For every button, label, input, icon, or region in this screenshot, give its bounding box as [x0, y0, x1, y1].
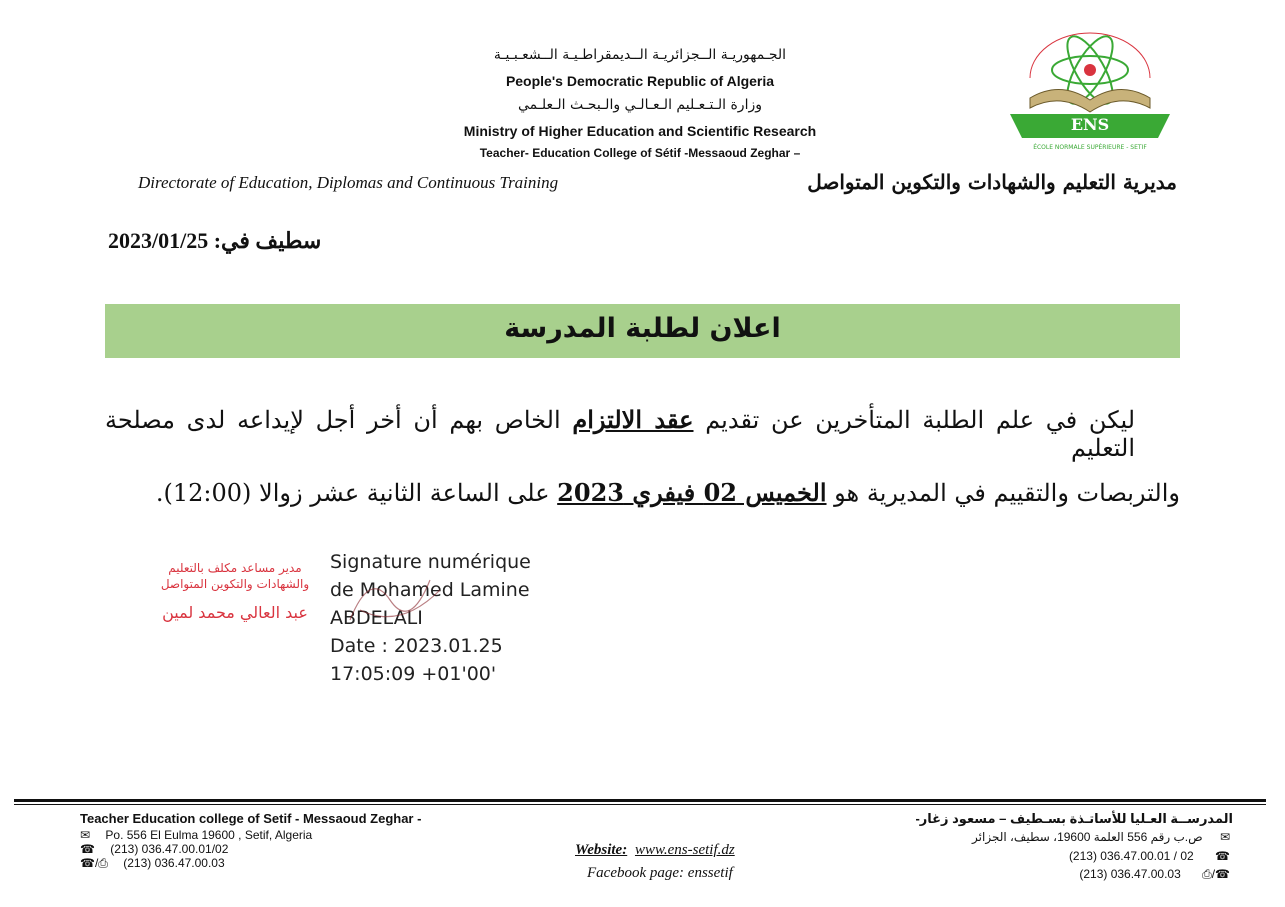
footer-right-fax-row: [1079, 867, 1230, 882]
fax-icon: ☎/⎙: [80, 856, 108, 870]
footer-left-address: Po. 556 El Eulma 19600 , Setif, Algeria: [105, 828, 313, 842]
footer-right-fax: (213) 036.47.00.03: [1079, 867, 1181, 881]
body-line-2-pre: والتربصات والتقييم في المديرية هو: [834, 479, 1180, 507]
body-line-1-pre: ليكن في علم الطلبة المتأخرين عن تقديم: [705, 406, 1136, 434]
date-line: [108, 228, 321, 254]
body-line-2-post: على الساعة الثانية عشر زوالا (12:00).: [155, 479, 550, 507]
footer-right-phone: (213) 036.47.00.01 / 02: [1068, 849, 1194, 863]
republic-ar: الجـمهوريـة الــجزائريـة الــديمقراطـيـة الــشعـبـيـة: [493, 47, 787, 63]
official-stamp: [145, 560, 325, 626]
body-line-1: [105, 405, 1180, 462]
signature-line-3: ABDELALI: [330, 607, 423, 629]
college-en: Teacher- Education College of Sétif -Messaoud Zeghar –: [479, 146, 801, 160]
footer-left-phone-row: [80, 842, 228, 856]
website-link[interactable]: www.ens-setif.dz: [634, 842, 735, 858]
republic-en: People's Democratic Republic of Algeria: [505, 73, 775, 89]
body-line-1-bold: عقد الالتزام: [572, 405, 694, 434]
logo-subtitle: ÉCOLE NORMALE SUPÉRIEURE - SETIF: [1033, 144, 1147, 151]
fax-icon-right: ⎙/☎: [1202, 867, 1230, 881]
envelope-icon-right: ✉: [1219, 830, 1230, 844]
ens-logo-graphic: [990, 18, 1190, 158]
directorate-en: Directorate of Education, Diplomas and Continuous Training: [138, 173, 559, 192]
footer-website-row: [575, 842, 735, 859]
envelope-icon: ✉: [80, 828, 91, 842]
directorate-ar: مديرية التعليم والشهادات والتكوين المتواصل: [807, 170, 1177, 194]
footer-right-phone-row: [1069, 849, 1230, 863]
signature-scribble: [340, 560, 450, 640]
body-line-2: [105, 478, 1180, 507]
logo-ens-text: ENS: [1070, 115, 1110, 134]
signature-line-1: Signature numérique: [330, 551, 531, 573]
footer-rule-thin: [14, 804, 1266, 805]
footer-right-address-row: [972, 830, 1230, 844]
announcement-banner: [105, 304, 1180, 358]
footer-left-fax-row: [80, 856, 225, 871]
footer-left-fax: (213) 036.47.00.03: [123, 856, 225, 870]
announcement-title: اعلان لطلبة المدرسة: [504, 313, 781, 344]
signature-line-4: Date : 2023.01.25: [330, 635, 503, 657]
footer-right-title: المدرســة العـليا للأساتـذة بسـطيف – مسعود زغار-: [915, 811, 1233, 826]
stamp-line-2: والشهادات والتكوين المتواصل: [160, 577, 310, 591]
footer-rule-thick: [14, 799, 1266, 802]
stamp-name: عبد العالي محمد لمين: [162, 603, 308, 622]
footer-left-title: Teacher Education college of Setif - Messaoud Zeghar -: [80, 811, 422, 826]
phone-icon-right: ☎: [1215, 849, 1230, 863]
date-value: 2023/01/25: [108, 228, 209, 253]
date-label: سطيف في:: [213, 228, 322, 253]
ens-logo: [990, 18, 1190, 158]
phone-icon: ☎: [80, 842, 95, 856]
footer-right-address: ص.ب رقم 556 العلمة 19600، سطيف، الجزائر: [972, 830, 1203, 844]
ministry-en: Ministry of Higher Education and Scientific Research: [463, 123, 817, 139]
footer-left-phone: (213) 036.47.00.01/02: [110, 842, 229, 856]
body-line-2-bold: الخميس 02 فيفري 2023: [557, 478, 827, 507]
footer-facebook: Facebook page: enssetif: [587, 865, 733, 881]
ministry-ar: وزارة الـتـعـليم الـعـالـي والـبحـث الـعلـمي: [518, 97, 762, 113]
signature-line-2: de Mohamed Lamine: [330, 579, 530, 601]
footer-left-address-row: [80, 828, 312, 842]
body-line-1-post: الخاص بهم أن أخر أجل لإيداعه لدى مصلحة التعليم: [105, 406, 1135, 462]
stamp-line-1: مدير مساعد مكلف بالتعليم: [168, 561, 302, 575]
signature-line-5: 17:05:09 +01'00': [330, 663, 497, 685]
website-label: Website:: [575, 842, 628, 858]
